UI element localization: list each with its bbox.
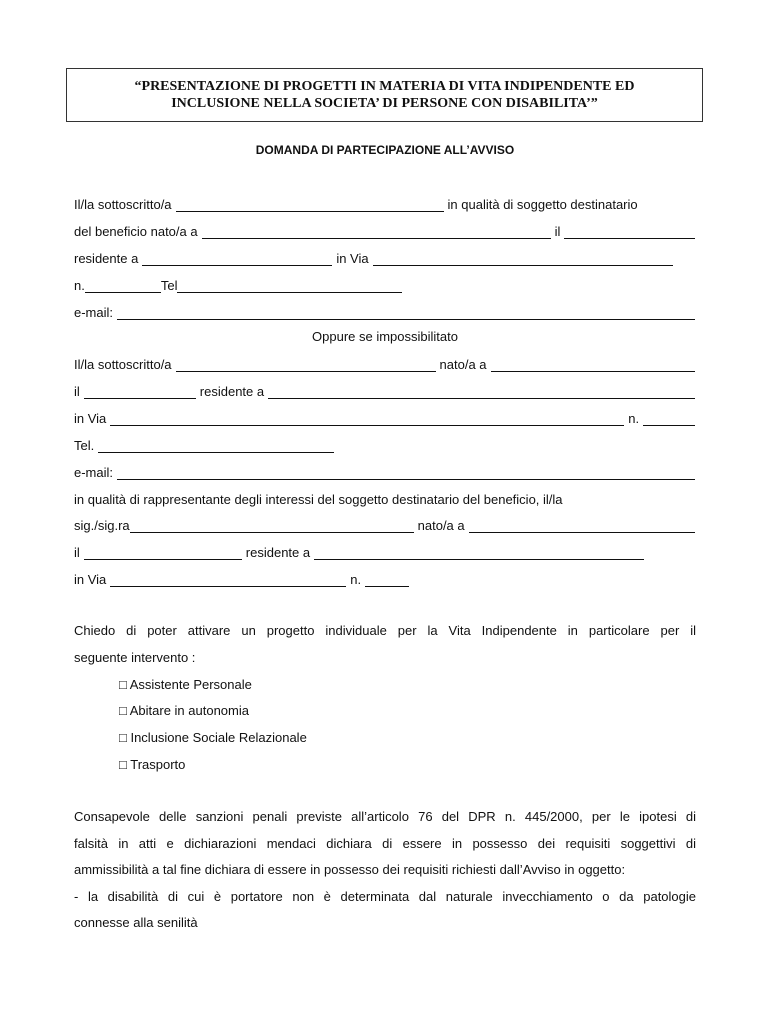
label-beneficio-nato: del beneficio nato/a a bbox=[74, 224, 198, 239]
consapevole-line-1: Consapevole delle sanzioni penali previste all’articolo 76 del DPR n. 445/2000, per le ipotesi di bbox=[74, 809, 696, 824]
field-birthplace-2[interactable] bbox=[491, 358, 695, 372]
label-sottoscritto: Il/la sottoscritto/a bbox=[74, 197, 172, 212]
field-birthdate-3[interactable] bbox=[84, 546, 242, 560]
consapevole-line-3: ammissibilità a tal fine dichiara di essere in possesso dei requisiti richiesti dall’Avviso in oggetto: bbox=[74, 862, 626, 877]
label-il-3: il bbox=[74, 545, 80, 560]
label-nato-2: nato/a a bbox=[439, 357, 487, 372]
field-street-2[interactable] bbox=[110, 412, 624, 426]
consapevole-line-2: falsità in atti e dichiarazioni mendaci dichiara di essere in possesso dei requisiti soggettivi di bbox=[74, 835, 696, 851]
option-trasporto[interactable]: □ Trasporto bbox=[119, 757, 186, 772]
row-via-2 bbox=[74, 408, 695, 426]
label-sottoscritto-2: Il/la sottoscritto/a bbox=[74, 357, 172, 372]
label-nato-3: nato/a a bbox=[417, 518, 465, 533]
row-tel-2 bbox=[74, 435, 695, 453]
chiedo-line-2: seguente intervento : bbox=[74, 649, 196, 665]
field-birthplace-3[interactable] bbox=[469, 519, 695, 533]
oppure-text: Oppure se impossibilitato bbox=[312, 329, 458, 344]
label-n-2: n. bbox=[628, 411, 640, 426]
row-via-3 bbox=[74, 569, 695, 587]
label-residente: residente a bbox=[74, 251, 139, 266]
row-rappresentante bbox=[74, 489, 695, 507]
field-residence[interactable] bbox=[142, 252, 332, 266]
label-il-2: il bbox=[74, 384, 80, 399]
subtitle: DOMANDA DI PARTECIPAZIONE ALL’AVVISO bbox=[255, 143, 515, 157]
title-box bbox=[66, 68, 703, 122]
field-residence-2[interactable] bbox=[268, 385, 695, 399]
field-birthdate-2[interactable] bbox=[84, 385, 196, 399]
chiedo-line-1: Chiedo di poter attivare un progetto individuale per la Vita Indipendente in particolare per il bbox=[74, 623, 696, 638]
label-in-via: in Via bbox=[336, 251, 369, 266]
label-residente-3: residente a bbox=[245, 545, 311, 560]
field-street[interactable] bbox=[373, 252, 673, 266]
label-residente-2: residente a bbox=[199, 384, 265, 399]
field-tel[interactable] bbox=[177, 279, 402, 293]
field-name-2[interactable] bbox=[176, 358, 436, 372]
field-number-3[interactable] bbox=[365, 573, 409, 587]
title-line-1: “PRESENTAZIONE DI PROGETTI IN MATERIA DI VITA INDIPENDENTE ED bbox=[134, 79, 635, 94]
chiedo-paragraph bbox=[74, 618, 696, 671]
row-residente bbox=[74, 248, 695, 266]
label-in-via-2: in Via bbox=[74, 411, 107, 426]
field-street-3[interactable] bbox=[110, 573, 346, 587]
label-in-qualita: in qualità di soggetto destinatario bbox=[447, 197, 638, 212]
row-email-2 bbox=[74, 462, 695, 480]
field-number[interactable] bbox=[85, 279, 161, 293]
label-n: n. bbox=[74, 278, 85, 293]
field-birthplace[interactable] bbox=[202, 225, 551, 239]
field-name-3[interactable] bbox=[130, 519, 414, 533]
field-tel-2[interactable] bbox=[98, 439, 334, 453]
row-sottoscritto bbox=[74, 194, 695, 212]
option-inclusione[interactable]: □ Inclusione Sociale Relazionale bbox=[119, 730, 307, 745]
label-il: il bbox=[554, 224, 561, 239]
field-number-2[interactable] bbox=[643, 412, 695, 426]
label-tel: Tel bbox=[160, 278, 178, 293]
option-assistente[interactable]: □ Assistente Personale bbox=[119, 677, 252, 692]
label-email-2: e-mail: bbox=[74, 465, 114, 480]
label-in-via-3: in Via bbox=[74, 572, 107, 587]
field-name[interactable] bbox=[176, 198, 444, 212]
row-email bbox=[74, 302, 695, 320]
row-il-2 bbox=[74, 381, 695, 399]
label-n-3: n. bbox=[350, 572, 362, 587]
row-sig bbox=[74, 515, 695, 533]
label-tel-2: Tel. bbox=[74, 438, 95, 453]
field-residence-3[interactable] bbox=[314, 546, 644, 560]
row-n-tel bbox=[74, 275, 695, 293]
rappresentante-text: in qualità di rappresentante degli interessi del soggetto destinatario del beneficio, il/la bbox=[74, 492, 563, 507]
option-abitare[interactable]: □ Abitare in autonomia bbox=[119, 703, 249, 718]
title-line-2: INCLUSIONE NELLA SOCIETA’ DI PERSONE CON DISABILITA’” bbox=[171, 96, 598, 111]
label-sig: sig./sig.ra bbox=[74, 518, 130, 533]
field-email-2[interactable] bbox=[117, 466, 695, 480]
consapevole-line-5: connesse alla senilità bbox=[74, 915, 198, 930]
field-birthdate[interactable] bbox=[564, 225, 695, 239]
field-email[interactable] bbox=[117, 306, 695, 320]
row-il-3 bbox=[74, 542, 695, 560]
consapevole-paragraph bbox=[74, 804, 696, 937]
row-sottoscritto-2 bbox=[74, 354, 695, 372]
row-nato bbox=[74, 221, 695, 239]
label-email: e-mail: bbox=[74, 305, 114, 320]
consapevole-line-4: - la disabilità di cui è portatore non è determinata dal naturale invecchiamento o da patologie bbox=[74, 888, 696, 904]
